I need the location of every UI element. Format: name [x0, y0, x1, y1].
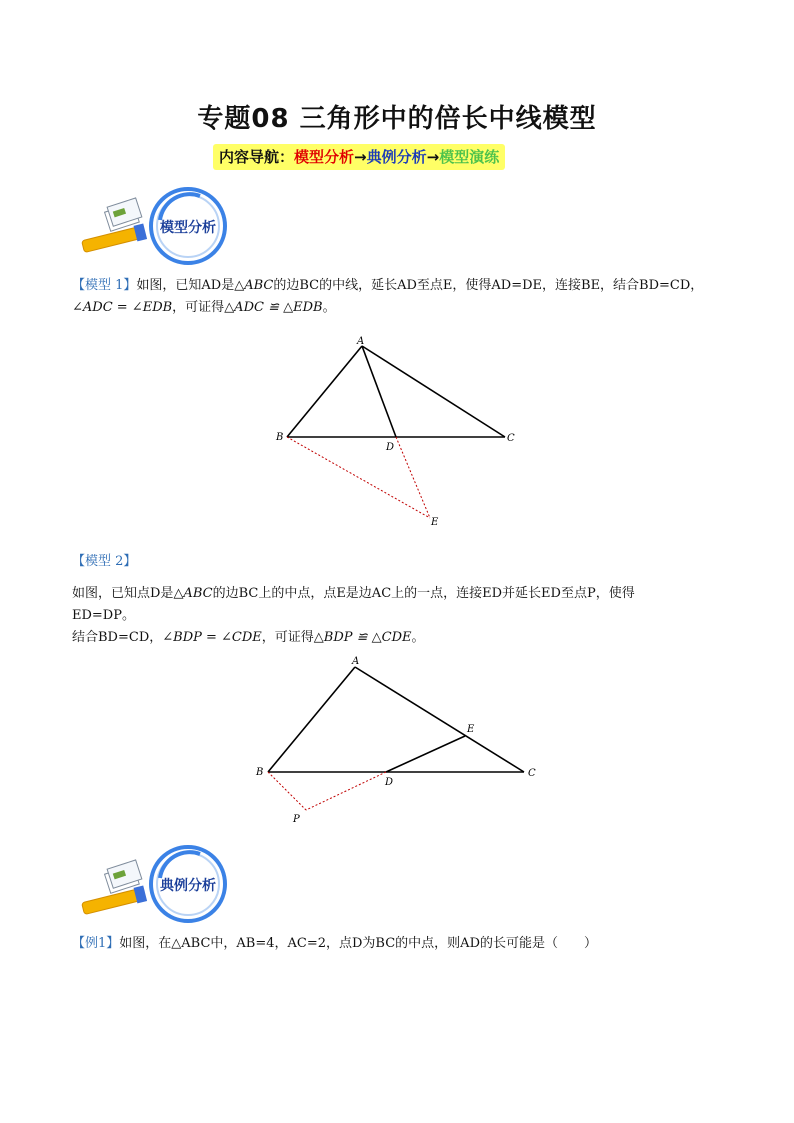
example1-text: 如图，在△ABC中，AB=4，AC=2，点D为BC的中点，则AD的长可能是（ ）: [119, 936, 597, 951]
model2-text: ，可证得: [261, 630, 314, 645]
math-expression: △ABC: [234, 278, 274, 293]
model1-tag: 【模型 1】: [72, 278, 137, 293]
example1-paragraph: [72, 933, 732, 955]
model2-paragraph: [72, 551, 732, 573]
model1-text: 的边BC的中线，延长AD至点E，使得AD=DE，连接BE，结合BD=CD，: [273, 278, 704, 293]
nav-item-example-analysis[interactable]: 典例分析: [366, 148, 427, 166]
model2-text: 的边BC上的中点，点E是边AC上的一点，连接ED并延长ED至点P，使得: [212, 586, 635, 601]
point-label-a: A: [357, 336, 365, 347]
model1-paragraph: [72, 275, 732, 319]
badge-label: 典例分析: [160, 878, 216, 894]
point-label-a: A: [352, 656, 360, 667]
math-expression: ∠ADC = ∠EDB: [72, 300, 173, 315]
model2-text: ED=DP。: [72, 608, 135, 623]
point-label-d: D: [386, 442, 395, 453]
point-label-e: E: [467, 724, 475, 735]
model2-text: 如图，已知点D是: [72, 586, 174, 601]
math-expression: △BDP ≌ △CDE: [313, 630, 412, 645]
section-badge-model-analysis: [78, 180, 238, 270]
model2-text: 。: [411, 630, 425, 645]
nav-arrow-icon: →: [426, 148, 440, 166]
math-expression: ∠BDP = ∠CDE: [162, 630, 262, 645]
math-expression: △ADC ≌ △EDB: [224, 300, 323, 315]
point-label-e: E: [431, 517, 439, 528]
nav-prefix: 内容导航：: [219, 148, 295, 166]
point-label-c: C: [507, 433, 515, 444]
model1-text: 如图，已知AD是: [136, 278, 235, 293]
nav-item-model-practice[interactable]: 模型演练: [439, 148, 500, 166]
content-navigation: [213, 144, 505, 170]
section-badge-example-analysis: [78, 842, 238, 932]
math-expression: △ABC: [173, 586, 213, 601]
model2-tag: 【模型 2】: [72, 554, 137, 569]
badge-label: 模型分析: [160, 220, 216, 236]
model2-body: [72, 583, 732, 649]
example1-tag: 【例1】: [72, 936, 120, 951]
nav-item-model-analysis[interactable]: 模型分析: [294, 148, 355, 166]
magnifier-icon: [78, 180, 238, 270]
model1-text: 。: [322, 300, 336, 315]
model1-text: ，可证得: [172, 300, 225, 315]
model2-text: 结合BD=CD，: [72, 630, 163, 645]
point-label-b: B: [256, 767, 264, 778]
point-label-p: P: [293, 814, 300, 825]
page-title: 专题08 三角形中的倍长中线模型: [197, 104, 597, 134]
point-label-c: C: [528, 768, 536, 779]
point-label-d: D: [385, 777, 394, 788]
point-label-b: B: [276, 432, 284, 443]
magnifier-icon: [78, 842, 238, 932]
nav-arrow-icon: →: [354, 148, 367, 166]
